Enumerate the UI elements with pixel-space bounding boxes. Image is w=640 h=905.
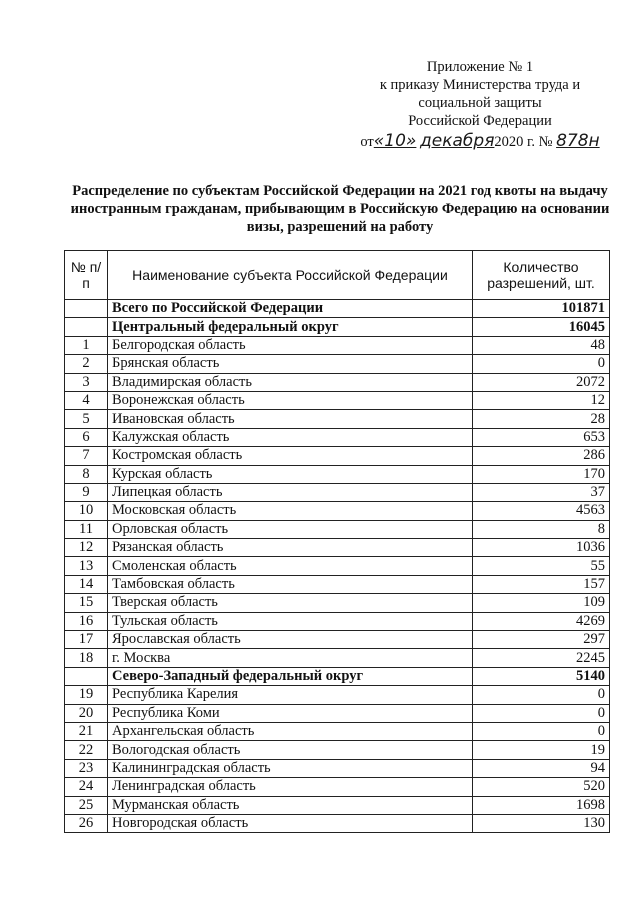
table-row (65, 410, 610, 428)
row-number: 26 (65, 814, 108, 832)
permit-count: 130 (473, 814, 610, 832)
table-header-row (65, 251, 610, 300)
region-name: Костромская область (108, 447, 473, 465)
region-name: Курская область (108, 465, 473, 483)
region-name: Липецкая область (108, 483, 473, 501)
permit-count: 16045 (473, 318, 610, 336)
table-row (65, 704, 610, 722)
order-day: «10» (373, 131, 417, 151)
table-row (65, 649, 610, 667)
table-row (65, 612, 610, 630)
permit-count: 0 (473, 686, 610, 704)
table-row (65, 520, 610, 538)
region-name: Владимирская область (108, 373, 473, 391)
table-row (65, 447, 610, 465)
region-name: Рязанская область (108, 539, 473, 557)
table-row (65, 778, 610, 796)
row-number: 11 (65, 520, 108, 538)
row-number: 7 (65, 447, 108, 465)
table-row (65, 557, 610, 575)
region-name: Всего по Российской Федерации (108, 300, 473, 318)
permit-count: 297 (473, 631, 610, 649)
table-row (65, 428, 610, 446)
row-number: 22 (65, 741, 108, 759)
permit-count: 286 (473, 447, 610, 465)
permit-count: 5140 (473, 667, 610, 685)
row-number: 21 (65, 722, 108, 740)
table-row (65, 667, 610, 685)
region-name: Калининградская область (108, 759, 473, 777)
row-number: 24 (65, 778, 108, 796)
document-title: Распределение по субъектам Российской Федерации на 2021 год квоты на выдачу иностранным гражданам, прибывающим в Российскую Федерацию на основании визы, разрешений на работу (70, 183, 610, 235)
order-prefix: от (360, 134, 374, 150)
table-row (65, 796, 610, 814)
permit-count: 2245 (473, 649, 610, 667)
permit-count: 4563 (473, 502, 610, 520)
region-name: Тамбовская область (108, 575, 473, 593)
row-number: 8 (65, 465, 108, 483)
row-number: 14 (65, 575, 108, 593)
region-name: Республика Коми (108, 704, 473, 722)
table-row (65, 391, 610, 409)
order-number: 878н (556, 131, 600, 151)
permit-count: 94 (473, 759, 610, 777)
row-number: 4 (65, 391, 108, 409)
permit-count: 109 (473, 594, 610, 612)
permit-count: 170 (473, 465, 610, 483)
permit-count: 0 (473, 704, 610, 722)
region-name: г. Москва (108, 649, 473, 667)
row-number: 16 (65, 612, 108, 630)
table-row (65, 373, 610, 391)
permit-count: 12 (473, 391, 610, 409)
table-row (65, 631, 610, 649)
row-number: 23 (65, 759, 108, 777)
region-name: Ленинградская область (108, 778, 473, 796)
permit-count: 1698 (473, 796, 610, 814)
row-number: 5 (65, 410, 108, 428)
column-quantity-header: Количество разрешений, шт. (473, 251, 610, 300)
table-row (65, 594, 610, 612)
region-name: Ивановская область (108, 410, 473, 428)
table-body (65, 300, 610, 833)
table-row (65, 539, 610, 557)
table-row (65, 741, 610, 759)
permit-count: 48 (473, 336, 610, 354)
table-row (65, 686, 610, 704)
row-number: 18 (65, 649, 108, 667)
column-name-header: Наименование субъекта Российской Федерации (108, 251, 473, 300)
region-name: Тверская область (108, 594, 473, 612)
region-name: Воронежская область (108, 391, 473, 409)
table-row (65, 465, 610, 483)
permit-count: 653 (473, 428, 610, 446)
region-name: Белгородская область (108, 336, 473, 354)
region-name: Центральный федеральный округ (108, 318, 473, 336)
region-name: Мурманская область (108, 796, 473, 814)
region-name: Ярославская область (108, 631, 473, 649)
row-number: 12 (65, 539, 108, 557)
table-row (65, 575, 610, 593)
region-name: Московская область (108, 502, 473, 520)
row-number (65, 300, 108, 318)
row-number (65, 318, 108, 336)
appendix-header (340, 58, 620, 151)
table-row (65, 502, 610, 520)
region-name: Северо-Западный федеральный округ (108, 667, 473, 685)
row-number: 2 (65, 355, 108, 373)
permit-count: 28 (473, 410, 610, 428)
permit-count: 55 (473, 557, 610, 575)
table-row (65, 318, 610, 336)
table-row (65, 759, 610, 777)
table-row (65, 336, 610, 354)
row-number (65, 667, 108, 685)
region-name: Брянская область (108, 355, 473, 373)
column-number-header: № п/п (65, 251, 108, 300)
ministry-name: социальной защиты (418, 95, 542, 111)
region-name: Вологодская область (108, 741, 473, 759)
permit-count: 101871 (473, 300, 610, 318)
row-number: 6 (65, 428, 108, 446)
permit-count: 520 (473, 778, 610, 796)
table-row (65, 300, 610, 318)
table-row (65, 722, 610, 740)
permit-count: 37 (473, 483, 610, 501)
region-name: Смоленская область (108, 557, 473, 575)
quota-table (64, 250, 610, 833)
appendix-number: Приложение № 1 (426, 59, 534, 75)
region-name: Тульская область (108, 612, 473, 630)
permit-count: 4269 (473, 612, 610, 630)
permit-count: 0 (473, 355, 610, 373)
permit-count: 2072 (473, 373, 610, 391)
region-name: Архангельская область (108, 722, 473, 740)
region-name: Орловская область (108, 520, 473, 538)
row-number: 13 (65, 557, 108, 575)
permit-count: 19 (473, 741, 610, 759)
region-name: Республика Карелия (108, 686, 473, 704)
row-number: 17 (65, 631, 108, 649)
permit-count: 1036 (473, 539, 610, 557)
order-date-line (340, 132, 620, 151)
permit-count: 0 (473, 722, 610, 740)
permit-count: 157 (473, 575, 610, 593)
row-number: 3 (65, 373, 108, 391)
region-name: Новгородская область (108, 814, 473, 832)
row-number: 19 (65, 686, 108, 704)
row-number: 10 (65, 502, 108, 520)
region-name: Калужская область (108, 428, 473, 446)
row-number: 1 (65, 336, 108, 354)
country-name: Российской Федерации (408, 113, 552, 129)
order-month: декабря (420, 131, 495, 151)
row-number: 15 (65, 594, 108, 612)
table-row (65, 355, 610, 373)
row-number: 9 (65, 483, 108, 501)
row-number: 25 (65, 796, 108, 814)
table-row (65, 814, 610, 832)
order-year: 2020 г. № (494, 134, 553, 150)
row-number: 20 (65, 704, 108, 722)
order-reference: к приказу Министерства труда и (379, 77, 581, 93)
table-row (65, 483, 610, 501)
permit-count: 8 (473, 520, 610, 538)
